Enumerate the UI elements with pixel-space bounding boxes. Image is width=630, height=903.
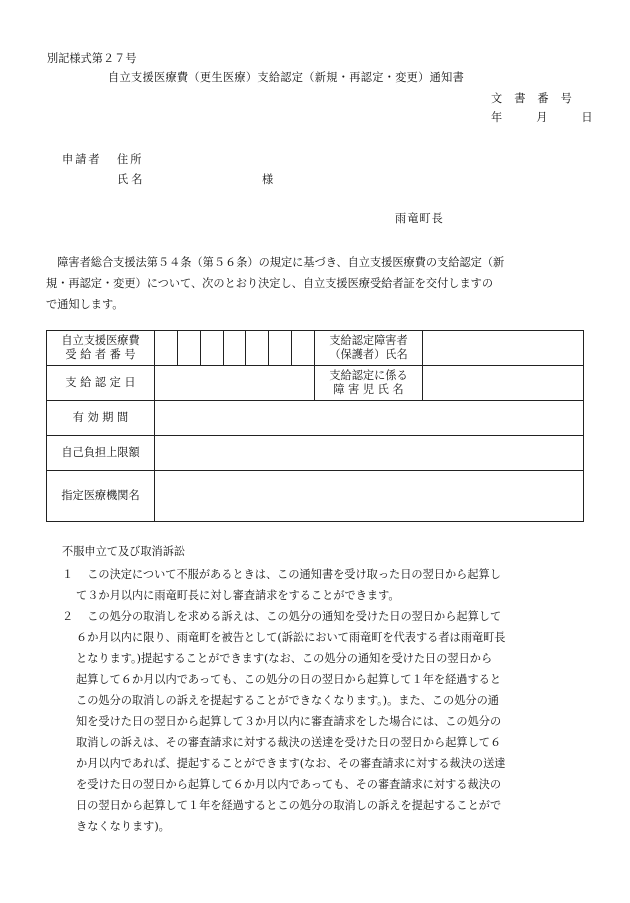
appeal-line: て３か月以内に雨竜町長に対し審査請求をすることができます。 <box>76 589 400 602</box>
medical-institution-field[interactable] <box>155 471 584 522</box>
recipient-number-label-line2: 受 給 者 番 号 <box>65 348 136 361</box>
digit-box[interactable] <box>178 331 201 365</box>
disabled-person-label-line1: 支給認定障害者 <box>329 334 408 347</box>
digit-box[interactable] <box>292 331 314 365</box>
child-label-line1: 支給認定に係る <box>329 369 408 382</box>
recipient-number-label-line1: 自立支援医療費 <box>61 334 140 347</box>
copay-limit-field[interactable] <box>155 436 584 471</box>
appeal-line: この処分の取消しを求める訴えは、この処分の通知を受けた日の翌日から起算して <box>76 610 502 623</box>
name-label: 氏名 <box>117 173 146 186</box>
appeal-line: を受けた日の翌日から起算して６か月以内であっても、その審査請求に対する裁決の <box>76 778 502 791</box>
digit-box[interactable] <box>246 331 269 365</box>
intro-line: で通知します。 <box>46 298 124 311</box>
validity-period-label: 有 効 期 間 <box>47 401 155 436</box>
certification-date-field[interactable] <box>155 366 315 401</box>
appeal-line: 知を受けた日の翌日から起算して３か月以内に審査請求をした場合には、この処分の <box>76 715 502 728</box>
appeal-line: 起算して６か月以内であっても、この処分の日の翌日から起算して１年を経過すると <box>76 673 502 686</box>
appeal-item-body <box>76 564 501 606</box>
issuer-mayor: 雨竜町長 <box>395 212 444 225</box>
document-title: 自立支援医療費（更生医療）支給認定（新規・再認定・変更）通知書 <box>108 71 465 84</box>
child-name-label <box>315 366 423 401</box>
digit-box[interactable] <box>269 331 292 365</box>
appeal-line: ６か月以内に限り、雨竜町を被告として(訴訟において雨竜町を代表する者は雨竜町長 <box>76 631 506 644</box>
disabled-person-label-line2: （保護者）氏名 <box>329 348 408 361</box>
appeal-item-body <box>76 606 506 837</box>
honorific: 様 <box>262 173 274 186</box>
intro-line: 規・再認定・変更）について、次のとおり決定し、自立支援医療受給者証を交付しますの <box>46 277 494 290</box>
appeal-line: 取消しの訴えは、その審査請求に対する裁決の送達を受けた日の翌日から起算して６ <box>76 736 502 749</box>
date-month: 月 <box>536 111 548 124</box>
child-label-line2: 障 害 児 氏 名 <box>333 383 404 396</box>
appeal-item-number: １ <box>62 568 74 581</box>
document-number-label: 文書番号 <box>491 92 584 105</box>
certification-table <box>46 330 584 522</box>
intro-paragraph <box>46 252 591 315</box>
address-label: 住所 <box>117 153 144 166</box>
medical-institution-label: 指定医療機関名 <box>47 471 155 522</box>
digit-box[interactable] <box>155 331 178 365</box>
appeal-line: となります。)提起することができます(なお、この処分の通知を受けた日の翌日から <box>76 652 493 665</box>
digit-box[interactable] <box>224 331 247 365</box>
disabled-person-name-label <box>315 331 423 366</box>
date-day: 日 <box>581 111 593 124</box>
intro-line: 障害者総合支援法第５４条（第５６条）の規定に基づき、自立支援医療費の支給認定（新 <box>46 256 505 269</box>
appeal-line: 日の翌日から起算して１年を経過するとこの処分の取消しの訴えを提起することがで <box>76 799 502 812</box>
applicant-label: 申請者 <box>62 153 102 166</box>
date-year: 年 <box>491 111 503 124</box>
appeal-heading: 不服申立て及び取消訴訟 <box>62 545 186 558</box>
recipient-number-label <box>47 331 155 366</box>
validity-period-field[interactable] <box>155 401 584 436</box>
appeal-line: この処分の取消しの訴えを提起することができなくなります。)。また、この処分の通 <box>76 694 499 707</box>
copay-limit-label: 自己負担上限額 <box>47 436 155 471</box>
disabled-person-name-field[interactable] <box>423 331 584 366</box>
child-name-field[interactable] <box>423 366 584 401</box>
date-line <box>491 111 593 125</box>
appeal-line: この決定について不服があるときは、この通知書を受け取った日の翌日から起算し <box>76 568 501 581</box>
appeal-item-number: ２ <box>62 610 74 623</box>
recipient-number-field[interactable] <box>155 331 315 366</box>
digit-box[interactable] <box>201 331 224 365</box>
appeal-line: きなくなります)。 <box>76 820 170 833</box>
appeal-line: か月以内であれば、提起することができます(なお、その審査請求に対する裁決の送達 <box>76 757 506 770</box>
certification-date-label: 支 給 認 定 日 <box>47 366 155 401</box>
form-number: 別記様式第２７号 <box>47 52 137 65</box>
